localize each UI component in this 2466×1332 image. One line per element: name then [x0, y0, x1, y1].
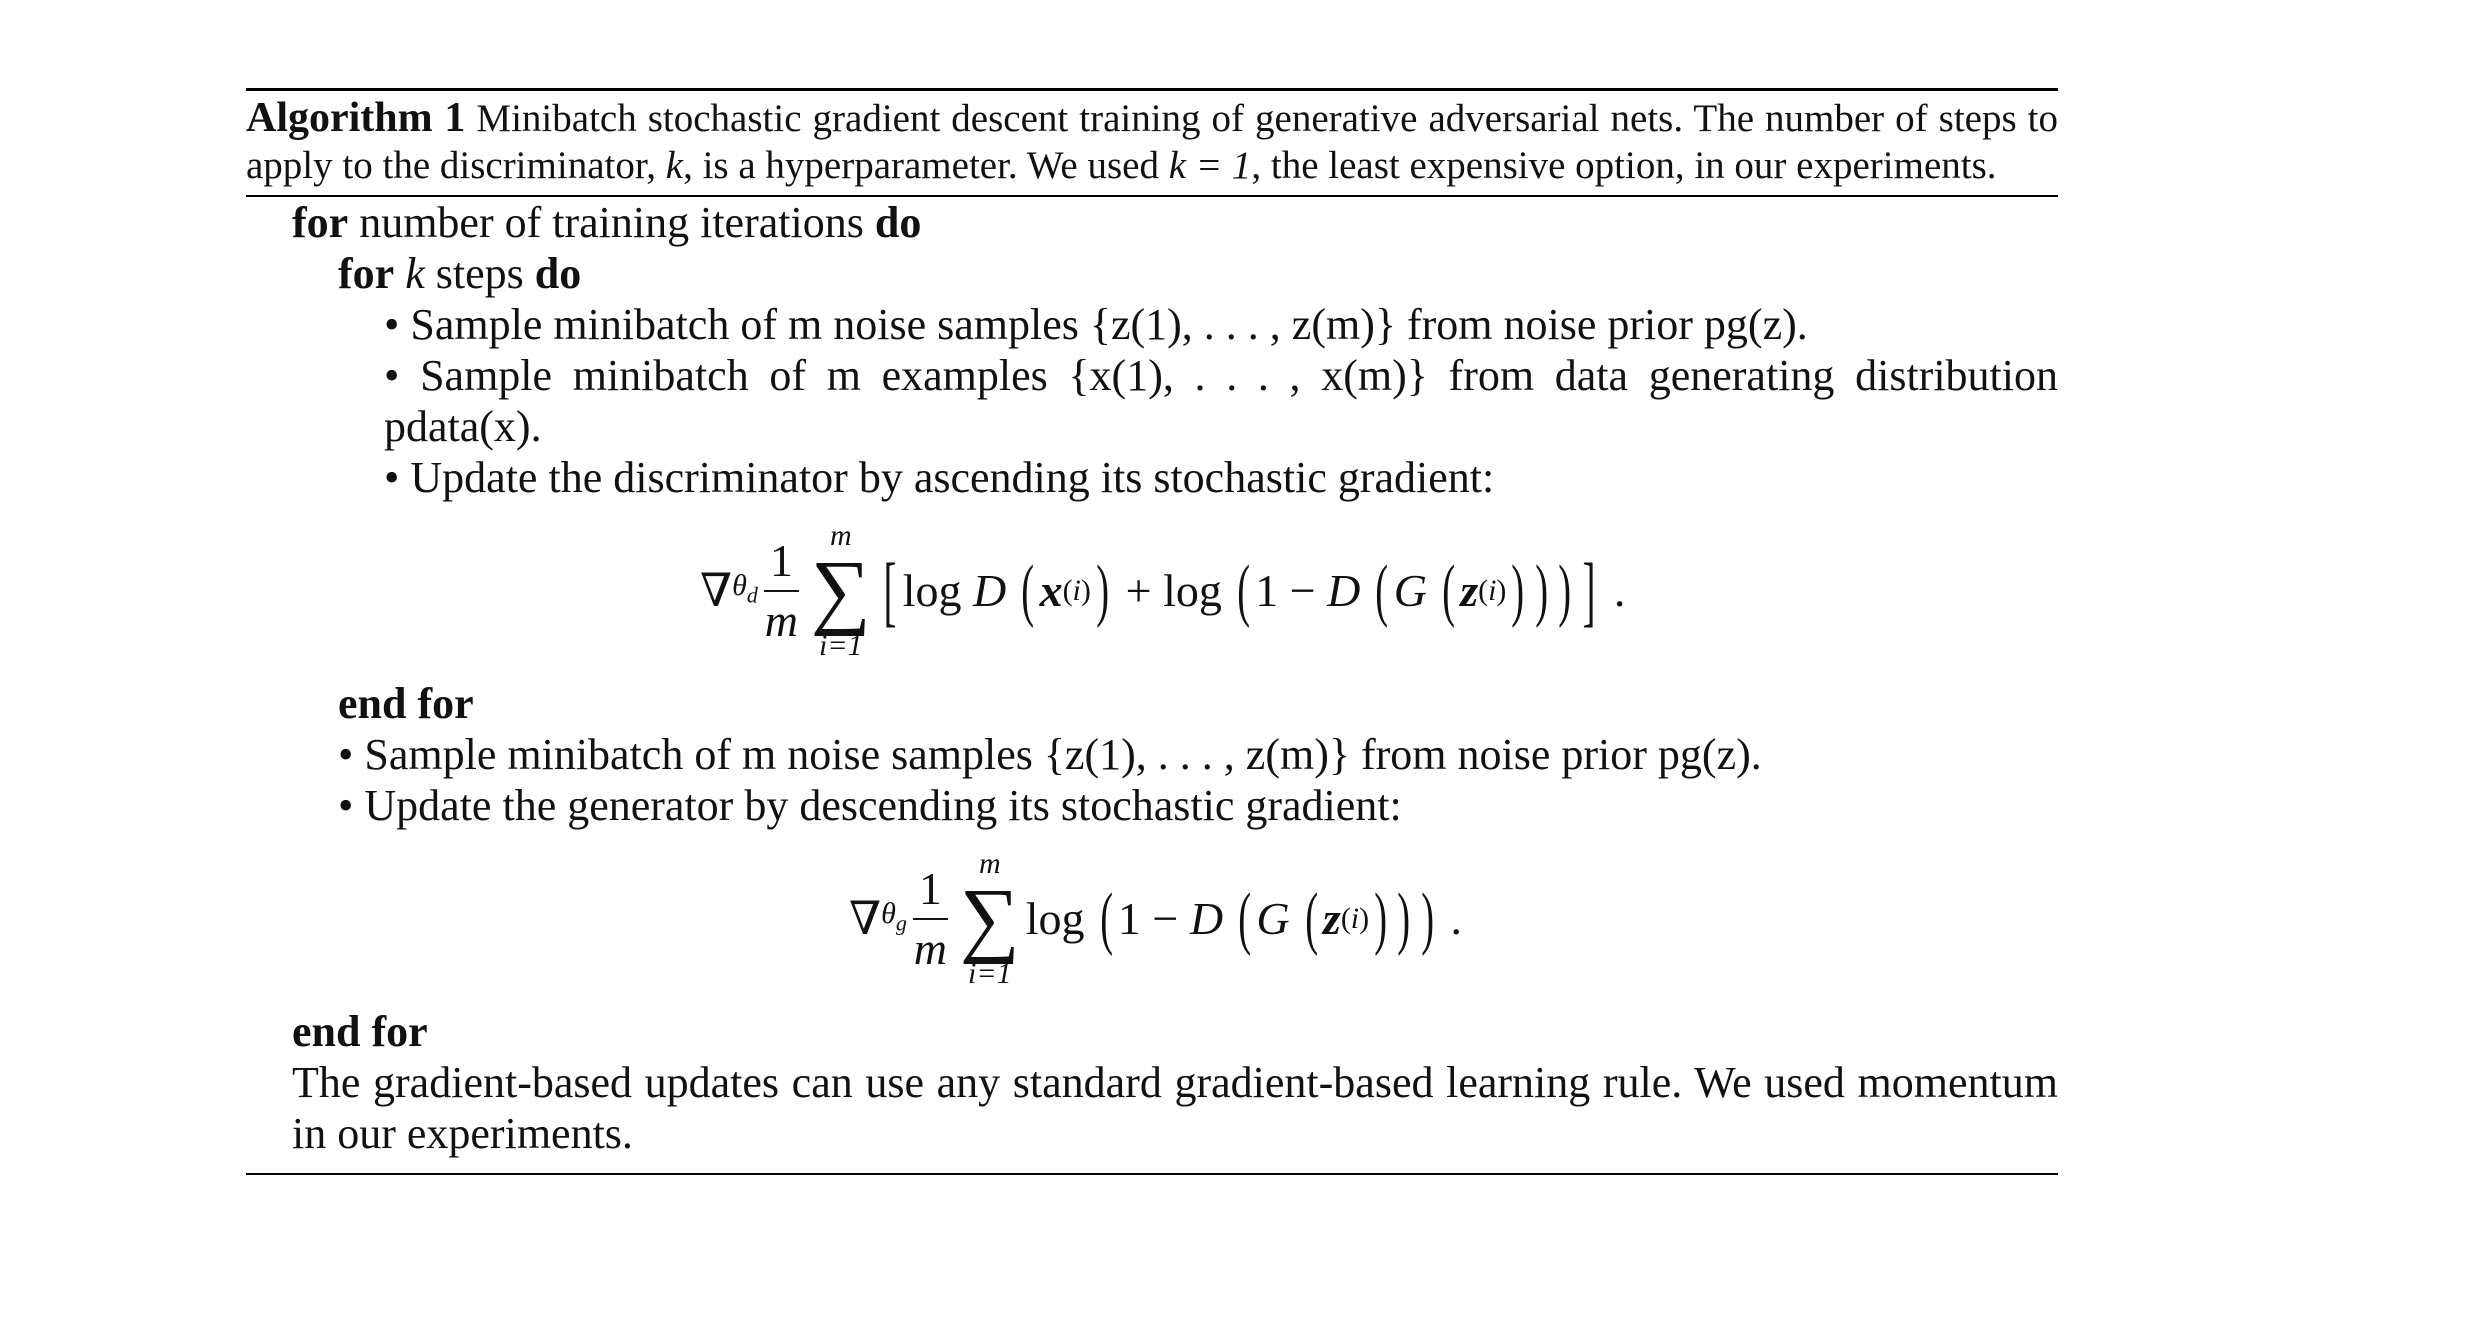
fraction-1-over-m: $\frac{1}{m}$: [764, 534, 798, 646]
fraction-1-over-m: $\frac{1}{m}$: [913, 862, 947, 974]
generator-equation: ∇ $\theta_g$ $\frac{1}{m}$ m ∑ i=1 log ( 1 − D ( G ( z (i) ) ) ) .: [849, 846, 1462, 990]
outer-for-text: number of training iterations: [348, 198, 875, 247]
summation-symbol: m ∑ i=1: [959, 846, 1020, 990]
nabla-symbol: ∇: [700, 565, 733, 616]
caption-k-equals: k = 1: [1168, 144, 1252, 187]
outer-for-line: [246, 197, 2058, 248]
algorithm-footnote: The gradient-based updates can use any standard gradient-based learning rule. We used momentum in our experiments.: [292, 1058, 2058, 1158]
outer-for-keyword: for: [292, 198, 349, 247]
disc-bullet-data: • Sample minibatch of m examples {x(1), . . . , x(m)} from data generating distribution pdata(x).: [384, 351, 2058, 451]
algorithm-body: [246, 197, 2058, 1159]
bottom-rule: [246, 1173, 2058, 1175]
inner-do-keyword: do: [534, 249, 582, 298]
caption-text-3: , the least expensive option, in our experiments.: [1251, 144, 1997, 187]
outer-do-keyword: do: [874, 198, 922, 247]
summation-symbol: m ∑ i=1: [810, 518, 871, 662]
nabla-symbol: ∇: [849, 893, 882, 944]
caption-text-1: Minibatch stochastic gradient descent training of generative adversarial nets. The number of steps to apply to the discriminator,: [246, 97, 2059, 187]
gen-bullet-update: • Update the generator by descending its stochastic gradient:: [338, 781, 1402, 830]
algorithm-block: [246, 88, 2058, 1175]
caption-text-2: , is a hyperparameter. We used: [683, 144, 1169, 187]
gen-bullet-noise: • Sample minibatch of m noise samples {z(1), . . . , z(m)} from noise prior pg(z).: [338, 730, 1762, 779]
algorithm-caption: [246, 91, 2058, 195]
inner-for-keyword: for: [338, 249, 395, 298]
end-outer-for: end for: [292, 1007, 428, 1056]
inner-for-line: [246, 248, 2058, 299]
inner-for-text: steps: [424, 249, 535, 298]
disc-bullet-update: • Update the discriminator by ascending its stochastic gradient:: [384, 453, 1495, 502]
inner-k: k: [405, 249, 425, 298]
end-inner-for: end for: [338, 679, 474, 728]
disc-bullet-noise: • Sample minibatch of m noise samples {z(1), . . . , z(m)} from noise prior pg(z).: [384, 300, 1808, 349]
algorithm-title: Algorithm 1: [246, 95, 466, 141]
caption-k: k: [665, 144, 684, 187]
discriminator-equation: ∇ $\theta_d$ $\frac{1}{m}$ m ∑ i=1 [ log D ( x (i) ) + log ( 1 − D ( G ( z (i) ) ) ) ] .: [700, 518, 1626, 662]
